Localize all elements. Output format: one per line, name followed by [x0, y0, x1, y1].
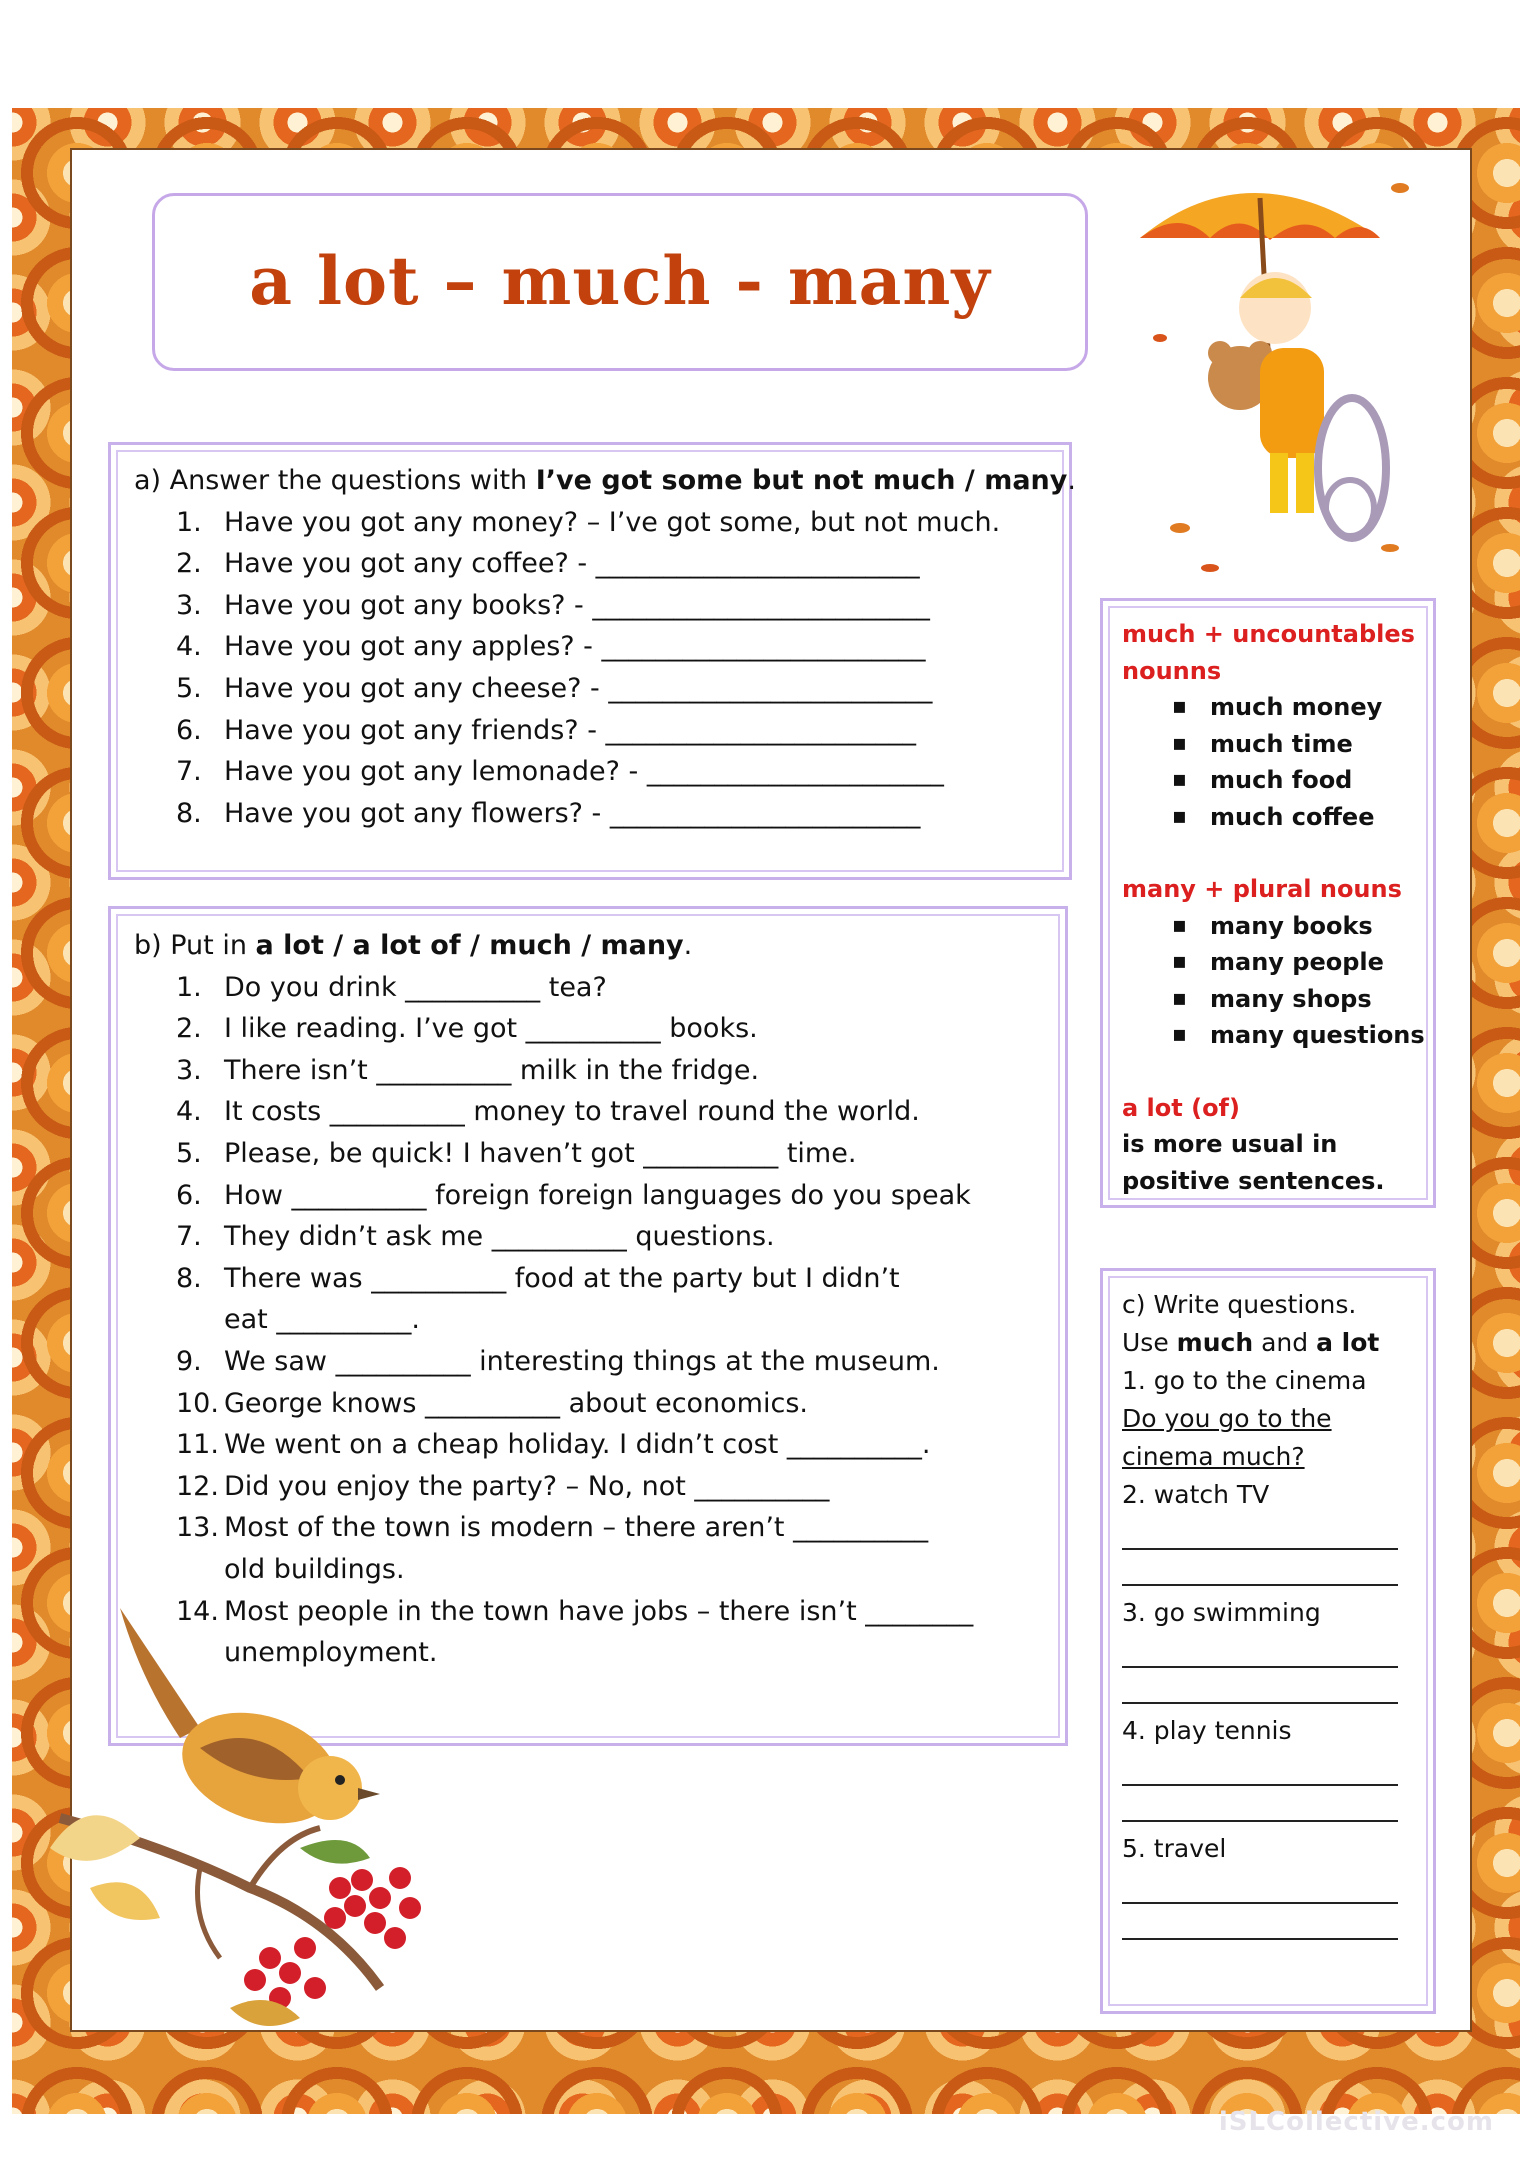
much-examples [1122, 689, 1425, 835]
item-text: Most of the town is modern – there aren’t __________ [224, 1512, 929, 1544]
item-number: 3. [176, 589, 202, 621]
item-number: 2. [176, 548, 202, 580]
item-number: 14. [176, 1595, 219, 1627]
item-text: I like reading. I’ve got __________ books. [224, 1013, 758, 1045]
instruction-text: a) Answer the questions with [134, 465, 536, 496]
list-item: ▪ many books [1172, 908, 1425, 945]
list-item [176, 1175, 973, 1217]
many-heading: many + plural nouns [1122, 875, 1402, 903]
section-b-instructions [134, 925, 973, 967]
instruction-period: . [683, 930, 693, 961]
item-number: 8. [176, 797, 202, 829]
list-item [176, 1216, 973, 1258]
item-text: We saw __________ interesting things at the museum. [224, 1345, 940, 1377]
list-item: ▪ many people [1172, 944, 1425, 981]
title-box [152, 193, 1088, 371]
list-item [176, 751, 1076, 793]
item-number: 13. [176, 1512, 219, 1544]
instruction-bold-phrase: a lot / a lot of / much / many [255, 930, 684, 961]
item-number: 10. [176, 1387, 219, 1419]
use-text: Use [1122, 1328, 1177, 1357]
many-examples [1122, 908, 1425, 1054]
instruction-text: b) Put in [134, 930, 256, 961]
answer-line[interactable] [1122, 1904, 1398, 1940]
item-number: 5. [176, 1137, 202, 1169]
item-number: 7. [176, 1221, 202, 1253]
instruction-period: . [1067, 465, 1076, 496]
much-heading: much + uncountables [1122, 620, 1415, 648]
list-item [176, 668, 1076, 710]
item-text: Have you got any cheese? - ________________________ [224, 672, 933, 704]
item-text: Have you got any books? - _________________________ [224, 589, 930, 621]
bird-on-branch-illustration [50, 1588, 480, 2058]
item-text: Do you drink __________ tea? [224, 971, 607, 1003]
item-text: There was __________ food at the party but I didn’t [224, 1262, 900, 1294]
item-text: It costs __________ money to travel round the world. [224, 1096, 920, 1128]
list-item [176, 793, 1076, 835]
list-item-continuation: unemployment. [224, 1637, 438, 1669]
item-text: There isn’t __________ milk in the fridge. [224, 1054, 760, 1086]
question-5: 5. travel [1122, 1834, 1227, 1863]
list-item: ▪ many questions [1172, 1017, 1425, 1054]
list-item [176, 502, 1076, 544]
item-number: 3. [176, 1054, 202, 1086]
answer-line[interactable] [1122, 1786, 1398, 1822]
answer-line[interactable] [1122, 1868, 1398, 1904]
section-b [134, 925, 973, 1674]
answer-line[interactable] [1122, 1632, 1398, 1668]
answer-line[interactable] [1122, 1550, 1398, 1586]
list-item: ▪ much coffee [1172, 799, 1425, 836]
list-item [176, 1258, 973, 1300]
list-item-continuation: old buildings. [224, 1553, 405, 1585]
list-item: ▪ much money [1172, 689, 1425, 726]
item-text: Have you got any money? – I’ve got some, but not much. [224, 506, 1001, 538]
question-1: 1. go to the cinema [1122, 1366, 1367, 1395]
section-c-use-line [1122, 1324, 1398, 1362]
example-answer: Do you go to the [1122, 1404, 1332, 1433]
list-item-continuation: eat __________. [224, 1304, 420, 1336]
a-lot-heading: a lot (of) [1122, 1093, 1240, 1122]
list-item [176, 1050, 973, 1092]
item-text: We went on a cheap holiday. I didn’t cost __________. [224, 1429, 931, 1461]
item-text: Did you enjoy the party? – No, not __________ [224, 1470, 830, 1502]
list-item [176, 1507, 973, 1549]
list-item [176, 543, 1076, 585]
item-number: 4. [176, 631, 202, 663]
list-item [176, 585, 1076, 627]
a-lot-note: is more usual in [1122, 1130, 1338, 1158]
item-text: Have you got any lemonade? - ______________________ [224, 756, 944, 788]
section-c-instructions: c) Write questions. [1122, 1290, 1357, 1319]
list-item [176, 1341, 973, 1383]
question-4: 4. play tennis [1122, 1716, 1292, 1745]
item-number: 12. [176, 1470, 219, 1502]
item-number: 6. [176, 714, 202, 746]
item-text: Have you got any apples? - ________________________ [224, 631, 926, 663]
section-a-instructions [134, 460, 1076, 502]
item-text: Most people in the town have jobs – there isn’t ________ [224, 1595, 974, 1627]
item-number: 4. [176, 1096, 202, 1128]
use-and: and [1253, 1328, 1317, 1357]
list-item: ▪ much time [1172, 726, 1425, 763]
item-text: Please, be quick! I haven’t got __________ time. [224, 1137, 857, 1169]
answer-line[interactable] [1122, 1514, 1398, 1550]
instruction-bold-phrase: I’ve got some but not much / many [535, 465, 1068, 496]
list-item [176, 1008, 973, 1050]
item-number: 2. [176, 1013, 202, 1045]
use-a-lot: a lot [1316, 1328, 1380, 1357]
item-text: Have you got any friends? - _______________________ [224, 714, 917, 746]
list-item: ▪ much food [1172, 762, 1425, 799]
much-heading-cont: nounns [1122, 656, 1222, 685]
item-text: Have you got any coffee? - ________________________ [224, 548, 920, 580]
item-number: 7. [176, 756, 202, 788]
list-item [176, 1091, 973, 1133]
list-item [176, 710, 1076, 752]
section-a [134, 460, 1076, 834]
item-number: 5. [176, 672, 202, 704]
answer-line[interactable] [1122, 1668, 1398, 1704]
item-text: George knows __________ about economics. [224, 1387, 808, 1419]
item-number: 9. [176, 1345, 202, 1377]
list-item [176, 1133, 973, 1175]
a-lot-note-cont: positive sentences. [1122, 1166, 1385, 1195]
list-item [176, 626, 1076, 668]
item-number: 11. [176, 1429, 219, 1461]
girl-with-umbrella-illustration [1120, 168, 1420, 588]
item-text: How __________ foreign foreign languages do you speak [224, 1179, 971, 1211]
list-item [176, 1466, 973, 1508]
item-number: 6. [176, 1179, 202, 1211]
grammar-rules [1122, 616, 1425, 1199]
answer-line[interactable] [1122, 1750, 1398, 1786]
item-number: 8. [176, 1262, 202, 1294]
watermark: iSLCollective.com [1218, 2107, 1494, 2137]
item-number: 1. [176, 506, 202, 538]
question-2: 2. watch TV [1122, 1480, 1270, 1509]
item-text: They didn’t ask me __________ questions. [224, 1221, 775, 1253]
list-item [176, 1424, 973, 1466]
list-item [176, 1383, 973, 1425]
list-item: ▪ many shops [1172, 981, 1425, 1018]
example-answer-cont: cinema much? [1122, 1442, 1305, 1471]
list-item [176, 967, 973, 1009]
page-title: a lot – much - many [249, 242, 991, 320]
section-c [1122, 1286, 1398, 1940]
item-text: Have you got any flowers? - _______________________ [224, 797, 921, 829]
item-number: 1. [176, 971, 202, 1003]
question-3: 3. go swimming [1122, 1598, 1321, 1627]
use-much: much [1176, 1328, 1254, 1357]
